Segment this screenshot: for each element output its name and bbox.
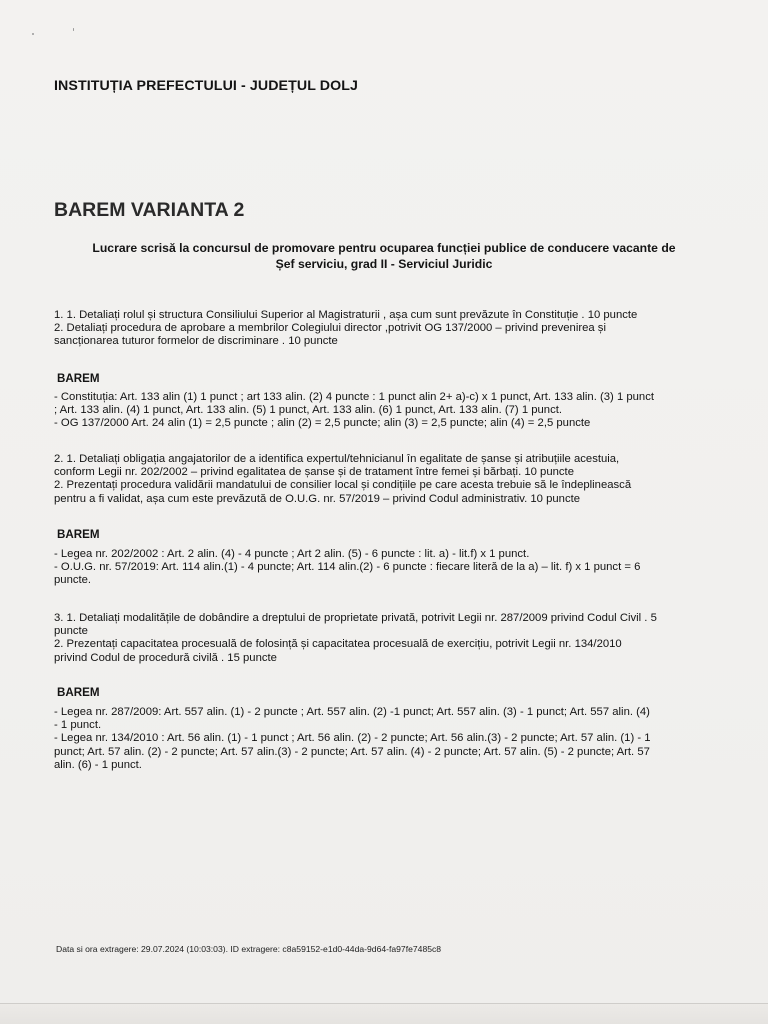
document-subtitle: [54, 241, 714, 272]
question-line: 2. Prezentați capacitatea procesuală de folosință și capacitatea procesuală de exercițiu, potrivit Legii nr. 134/2010: [54, 638, 622, 651]
question-line: puncte: [54, 625, 88, 638]
section-3-barem: [54, 706, 722, 772]
institution-header: INSTITUȚIA PREFECTULUI - JUDEȚUL DOLJ: [54, 78, 359, 94]
scan-specks: [30, 30, 90, 40]
barem-line: - Legea nr. 134/2010 : Art. 56 alin. (1) - 1 punct ; Art. 56 alin. (2) - 2 puncte; Art. 56 alin.(3) - 2 puncte; Art. 57 alin. (1) - 1: [54, 732, 651, 745]
section-1-questions: [54, 309, 722, 349]
section-2-barem: [54, 548, 722, 588]
question-line: 1. 1. Detaliați rolul și structura Consiliului Superior al Magistraturii , așa cum sunt prevăzute în Constituție . 10 puncte: [54, 309, 638, 321]
document-title: BAREM VARIANTA 2: [54, 199, 245, 221]
barem-line: punct; Art. 57 alin. (2) - 2 puncte; Art. 57 alin.(3) - 2 puncte; Art. 57 alin. (4) - 2 puncte; Art. 57 alin. (5) - 2 puncte; Art. 57: [54, 745, 650, 758]
question-line: sancționarea tuturor formelor de discriminare . 10 puncte: [54, 335, 338, 348]
scan-speck: [32, 33, 34, 35]
section-1-barem-label: BAREM: [57, 372, 100, 385]
question-line: privind Codul de procedură civilă . 15 puncte: [54, 651, 277, 664]
section-3-barem-label: BAREM: [57, 686, 100, 699]
section-2-barem-label: BAREM: [57, 528, 100, 541]
section-1-barem: [54, 391, 722, 431]
barem-line: alin. (6) - 1 punct.: [54, 758, 142, 771]
barem-line: - OG 137/2000 Art. 24 alin (1) = 2,5 puncte ; alin (2) = 2,5 puncte; alin (3) = 2,5 puncte; alin (4) = 2,5 puncte: [54, 417, 591, 430]
barem-line: - Constituția: Art. 133 alin (1) 1 punct ; art 133 alin. (2) 4 puncte : 1 punct alin 2+ a)-c) x 1 punct, Art. 133 alin. (3) 1 punct: [54, 391, 654, 403]
barem-line: - Legea nr. 287/2009: Art. 557 alin. (1) - 2 puncte ; Art. 557 alin. (2) -1 punct; Art. 557 alin. (3) - 1 punct; Art. 557 alin. (4): [54, 706, 650, 718]
question-line: 2. Detaliați procedura de aprobare a membrilor Colegiului director ,potrivit OG 137/2000 – privind prevenirea și: [54, 322, 606, 335]
scan-bottom-edge: [0, 1004, 768, 1024]
question-line: 2. Prezentați procedura validării mandatului de consilier local și condițiile pe care acesta trebuie să le îndeplinească: [54, 479, 632, 492]
barem-line: - 1 punct.: [54, 719, 102, 732]
question-line: pentru a fi validat, așa cum este prevăzută de O.U.G. nr. 57/2019 – privind Codul administrativ. 10 puncte: [54, 492, 581, 505]
section-3-questions: [54, 612, 722, 665]
barem-line: - Legea nr. 202/2002 : Art. 2 alin. (4) - 4 puncte ; Art 2 alin. (5) - 6 puncte : lit. a) - lit.f) x 1 punct.: [54, 548, 530, 560]
question-line: 3. 1. Detaliați modalitățile de dobândire a dreptului de proprietate privată, potrivit Legii nr. 287/2009 privind Codul Civil . 5: [54, 612, 657, 624]
subtitle-line: Șef serviciu, grad II - Serviciul Juridic: [275, 256, 493, 271]
barem-line: ; Art. 133 alin. (4) 1 punct, Art. 133 alin. (5) 1 punct, Art. 133 alin. (6) 1 punct, Art. 133 alin. (7) 1 punct.: [54, 404, 563, 417]
barem-line: - O.U.G. nr. 57/2019: Art. 114 alin.(1) - 4 puncte; Art. 114 alin.(2) - 6 puncte : fiecare literă de la a) – lit. f) x 1 punct = 6: [54, 561, 641, 574]
question-line: 2. 1. Detaliați obligația angajatorilor de a identifica expertul/tehnicianul în egalitate de șanse și atribuțiile acestuia,: [54, 453, 620, 465]
extraction-footer: Data si ora extragere: 29.07.2024 (10:03:03). ID extragere: c8a59152-e1d0-44da-9d64-fa97fe7485c8: [56, 944, 442, 954]
question-line: conform Legii nr. 202/2002 – privind egalitatea de șanse și de tratament între femei și bărbați. 10 puncte: [54, 466, 574, 479]
section-2-questions: [54, 453, 722, 506]
subtitle-line: Lucrare scrisă la concursul de promovare pentru ocuparea funcției publice de conducere vacante de: [92, 241, 676, 255]
barem-line: puncte.: [54, 574, 92, 587]
scan-speck: [73, 28, 74, 31]
